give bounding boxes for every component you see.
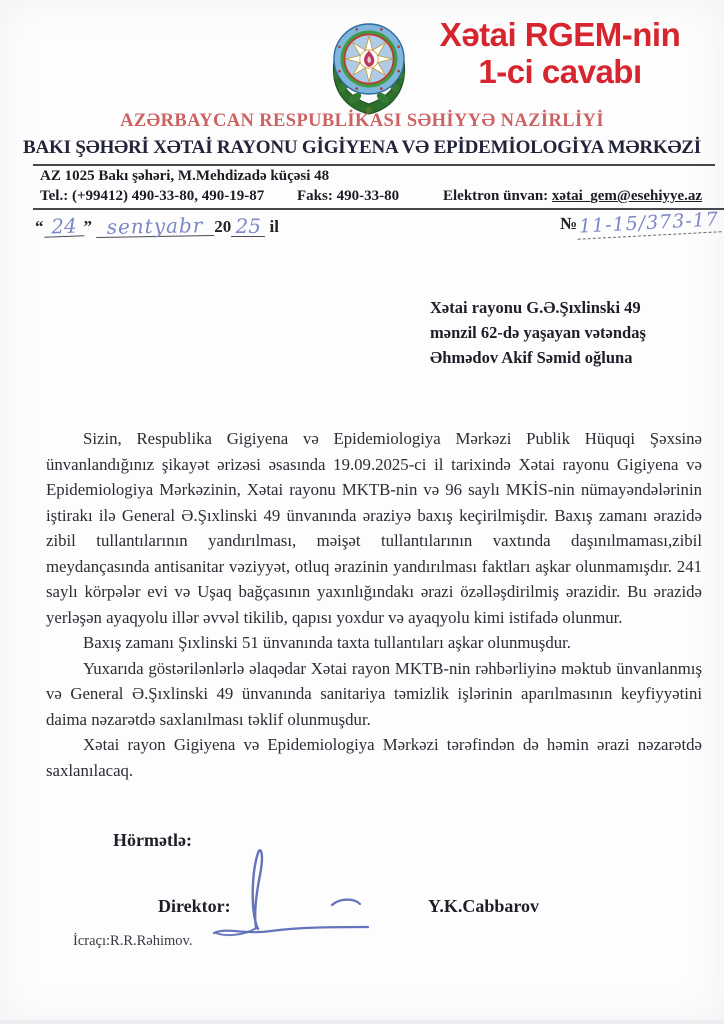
scan-edge xyxy=(0,1020,724,1024)
phone-numbers: Tel.: (+99412) 490-33-80, 490-19-87 xyxy=(40,188,265,204)
letter-body xyxy=(46,426,702,783)
printed-century: 20 xyxy=(214,217,232,236)
open-quote: “ xyxy=(35,217,44,236)
email-label: Elektron ünvan: xyxy=(443,188,552,204)
email-address xyxy=(443,188,702,205)
executor-line: İcraçı:R.R.Rəhimov. xyxy=(73,933,193,949)
handwritten-year: 25 xyxy=(231,214,265,237)
handwritten-number: 11-15/373-17 xyxy=(577,208,722,240)
annotation-line1: Xətai RGEM-nin xyxy=(439,16,681,53)
recipient-address: Xətai rayonu G.Ə.Şıxlinski 49 xyxy=(430,298,641,317)
body-paragraph: Sizin, Respublika Gigiyena və Epidemiologiya Mərkəzi Publik Hüquqi Şəxsinə ünvanlandığınız şikayət ərizəsi əsasında 19.09.2025-ci il tarixində Xətai rayonu Gigiyena və Epidemiologiya Mərkəzinin, Xətai rayonu MKTB-nin və 96 saylı MKİS-nin nümayəndələrinin iştirakı ilə General Ə.Şıxlinski 49 ünvanında əraziyə baxış keçirilmişdir. Baxış zamanı ərazidə zibil tullantılarının yandırılması, məişət tullantılarının vaxtında daşınılmaması,zibil meydançasında antisanitar vəziyyət, otluq ərazinin yandırılması faktları aşkar olunmamışdır. 241 saylı körpələr evi və Uşaq bağçasının yaxınlığındakı ərazi özəlləşdirilmiş ərazidir. Bu ərazidə yerləşən ayaqyolu illər əvvəl tikilib, qapısı yoxdur və ayaqyolu kimi istifadə olunmur. xyxy=(46,429,702,627)
email-value: xətai_gem@esehiyye.az xyxy=(551,188,703,204)
ministry-title: AZƏRBAYCAN RESPUBLİKASI SƏHİYYƏ NAZİRLİYİ xyxy=(120,111,604,131)
signer-title: Direktor: xyxy=(158,896,231,916)
signer-name: Y.K.Cabbarov xyxy=(428,896,540,916)
recipient-block xyxy=(430,295,700,370)
document-number-line xyxy=(560,208,721,238)
organization-title: BAKI ŞƏHƏRİ XƏTAİ RAYONU GİGİYENA VƏ EPİDEMİOLOGİYA MƏRKƏZİ xyxy=(23,137,701,158)
number-sign: № xyxy=(560,214,578,233)
body-paragraph: Xətai rayon Gigiyena və Epidemiologiya Mərkəzi tərəfindən də həmin ərazi nəzarətdə saxlanılacaq. xyxy=(46,735,702,780)
handwritten-month: sentyabr xyxy=(96,213,214,238)
salutation: Hörmətlə: xyxy=(113,830,192,850)
body-paragraph: Yuxarıda göstərilənlərlə əlaqədar Xətai rayon MKTB-nin rəhbərliyinə məktub ünvanlanmış və General Ə.Şıxlinski 49 ünvanında sanitariya təmizlik işlərinin aparılmasının keyfiyyətini daima nəzarətdə saxlanılması təklif olunmuşdur. xyxy=(46,658,702,729)
close-quote: ” xyxy=(83,217,92,236)
address-line: AZ 1025 Bakı şəhəri, M.Mehdizadə küçəsi 48 xyxy=(40,168,330,184)
date-line xyxy=(35,214,279,237)
annotation-line2: 1-ci cavabı xyxy=(478,53,642,90)
letterhead-divider-bottom xyxy=(33,208,724,210)
recipient-name: Əhmədov Akif Səmid oğluna xyxy=(430,348,633,367)
annotation-note xyxy=(412,16,708,90)
year-suffix: il xyxy=(265,217,279,236)
recipient-residence: mənzil 62-də yaşayan vətəndaş xyxy=(430,323,646,342)
body-paragraph: Baxış zamanı Şıxlinski 51 ünvanında taxta tullantıları aşkar olunmuşdur. xyxy=(83,633,571,652)
fax-number: Faks: 490-33-80 xyxy=(297,188,400,204)
signature-ink-icon xyxy=(196,843,406,943)
azerbaijan-emblem-icon xyxy=(328,14,410,120)
handwritten-day: 24 xyxy=(43,213,84,237)
letterhead-divider-top xyxy=(33,164,715,166)
